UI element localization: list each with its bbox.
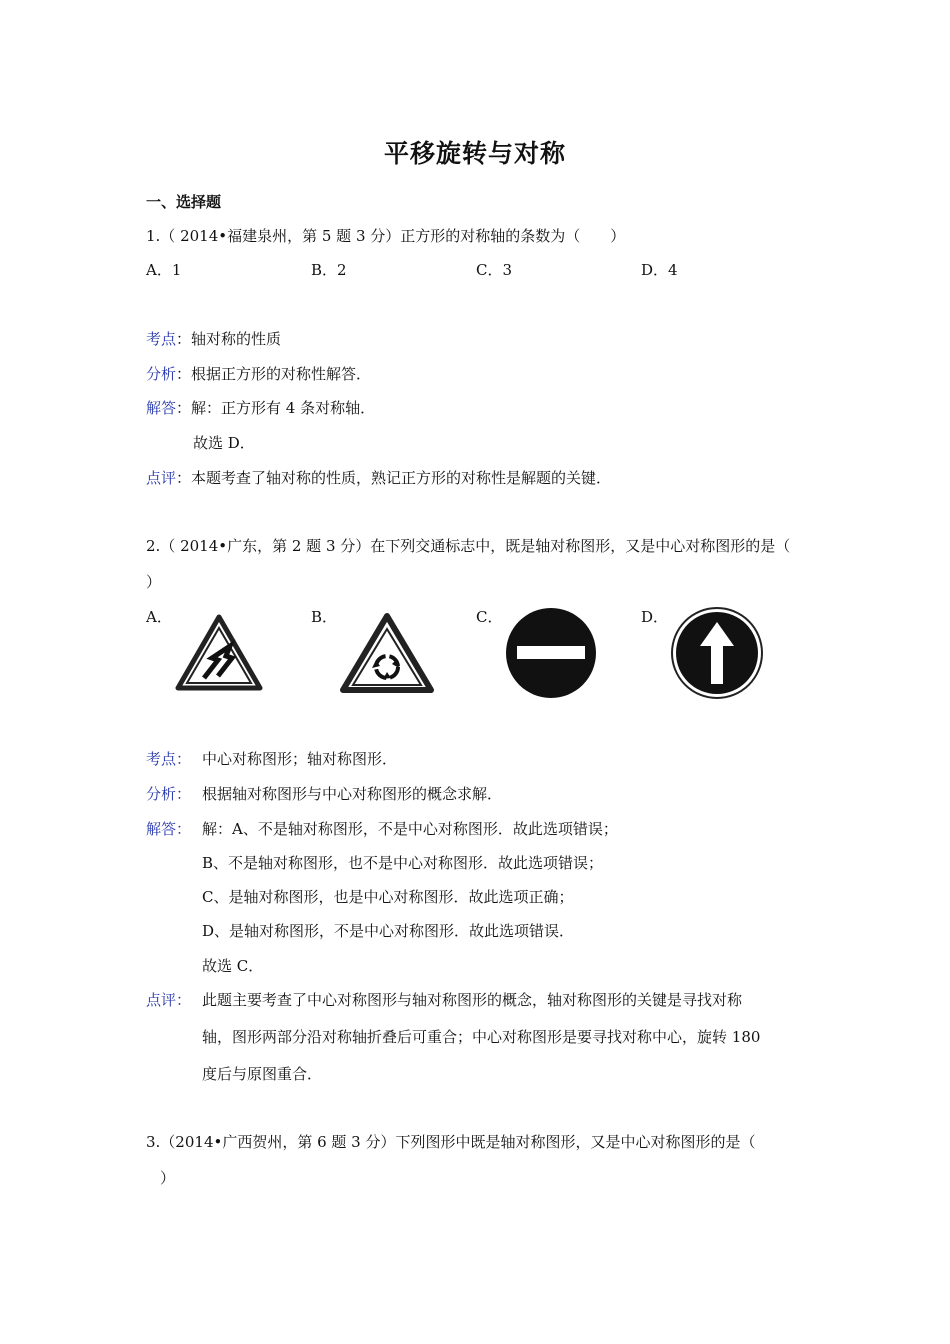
q1-jieda bbox=[146, 397, 375, 418]
q3-stem: 3.（2014•广西贺州，第 6 题 3 分）下列图形中既是轴对称图形，又是中心对称图形的是（ bbox=[146, 1133, 756, 1151]
q2-dianping-line-3: 度后与原图重合． bbox=[202, 1065, 323, 1083]
q1-dianping bbox=[146, 467, 611, 488]
label-kaodian: 考点 bbox=[146, 330, 177, 348]
q2-jieda-line-4: D、是轴对称图形，不是中心对称图形．故此选项错误． bbox=[202, 922, 575, 940]
no-entry-sign-icon bbox=[504, 606, 598, 700]
q2-jieda-line-1: 解：A、不是轴对称图形，不是中心对称图形．故此选项错误； bbox=[202, 820, 618, 838]
winding-road-sign-icon bbox=[174, 612, 264, 692]
q1-option-b: B．2 bbox=[311, 261, 347, 279]
q1-kaodian bbox=[146, 328, 281, 349]
label-fenxi: 分析 bbox=[146, 365, 177, 383]
q2-option-a: A． bbox=[146, 608, 172, 626]
q1-fenxi-text: ：根据正方形的对称性解答． bbox=[176, 365, 372, 383]
page-title: 平移旋转与对称 bbox=[383, 139, 566, 168]
q2-dianping-line-2: 轴，图形两部分沿对称轴折叠后可重合；中心对称图形是要寻找对称中心，旋转 180 bbox=[202, 1028, 761, 1046]
q1-fenxi bbox=[146, 363, 371, 384]
q2-option-c: C． bbox=[476, 608, 503, 626]
section-heading: 一、选择题 bbox=[146, 193, 222, 211]
q3-stem-end: ） bbox=[160, 1169, 176, 1187]
q2-fenxi-text: 根据轴对称图形与中心对称图形的概念求解． bbox=[202, 785, 503, 803]
straight-ahead-sign-icon bbox=[670, 606, 764, 700]
q1-jieda-text: ：解：正方形有 4 条对称轴． bbox=[176, 399, 376, 417]
label-kaodian: 考点 bbox=[146, 750, 177, 768]
q2-stem-end: ） bbox=[146, 573, 162, 591]
q2-jieda-line-3: C、是轴对称图形，也是中心对称图形．故此选项正确； bbox=[202, 888, 574, 906]
q2-jieda-line-2: B、不是轴对称图形，也不是中心对称图形．故此选项错误； bbox=[202, 854, 604, 872]
q2-fenxi: 分析： bbox=[146, 785, 192, 803]
q2-kaodian: 考点： bbox=[146, 750, 192, 768]
label-dianping: 点评 bbox=[146, 469, 177, 487]
q1-option-c: C．3 bbox=[476, 261, 513, 279]
label-dianping: 点评 bbox=[146, 991, 177, 1009]
q2-option-b: B． bbox=[311, 608, 338, 626]
label-jieda: 解答 bbox=[146, 399, 177, 417]
q2-stem: 2.（ 2014•广东，第 2 题 3 分）在下列交通标志中，既是轴对称图形，又是中心对称图形的是（ bbox=[146, 537, 791, 555]
q1-kaodian-text: ：轴对称的性质 bbox=[176, 330, 282, 348]
q2-jieda: 解答： bbox=[146, 820, 192, 838]
label-fenxi: 分析 bbox=[146, 785, 177, 803]
q1-option-d: D．4 bbox=[641, 261, 678, 279]
q1-dianping-text: ：本题考查了轴对称的性质，熟记正方形的对称性是解题的关键． bbox=[176, 469, 612, 487]
roundabout-sign-icon bbox=[339, 612, 435, 694]
q2-dianping: 点评： bbox=[146, 991, 192, 1009]
q1-stem: 1.（ 2014•福建泉州，第 5 题 3 分）正方形的对称轴的条数为（ ） bbox=[146, 227, 626, 245]
label-jieda: 解答 bbox=[146, 820, 177, 838]
q1-jieda-answer: 故选 D． bbox=[193, 434, 255, 452]
q2-option-d: D． bbox=[641, 608, 669, 626]
q2-jieda-line-5: 故选 C． bbox=[202, 957, 264, 975]
q2-dianping-line-1: 此题主要考查了中心对称图形与轴对称图形的概念，轴对称图形的关键是寻找对称 bbox=[202, 991, 743, 1009]
q1-option-a: A．1 bbox=[146, 261, 182, 279]
q2-kaodian-text: 中心对称图形；轴对称图形． bbox=[202, 750, 398, 768]
